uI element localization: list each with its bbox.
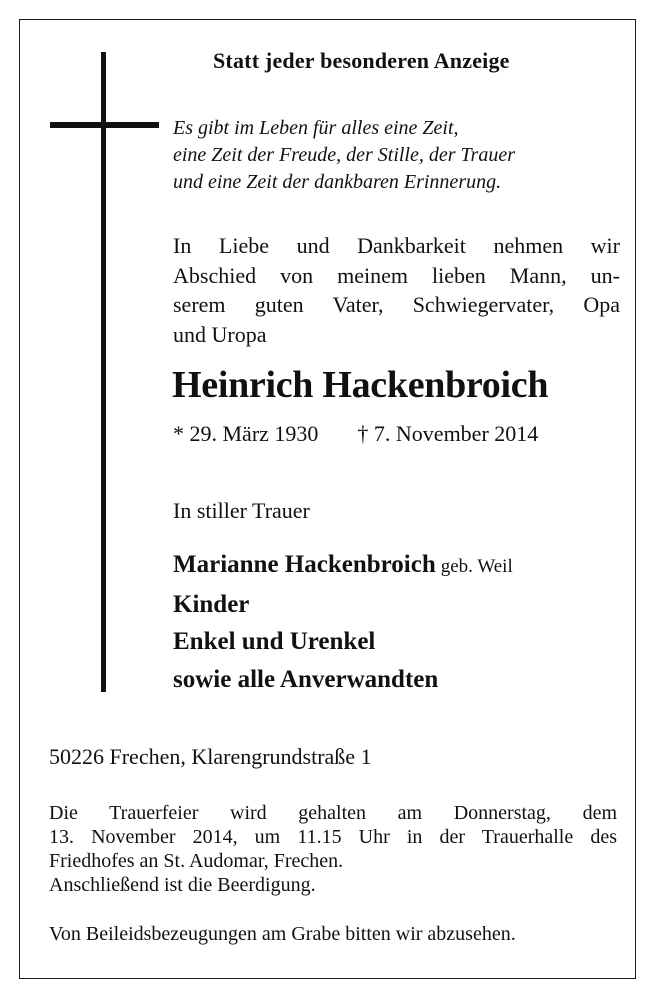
death-date: † 7. November 2014 — [357, 421, 539, 446]
intro-line: und Uropa — [173, 321, 267, 347]
service-line: 13. November 2014, um 11.15 Uhr in der Trauerhalle des — [49, 826, 617, 848]
family-list — [173, 546, 513, 698]
quote — [173, 115, 515, 196]
service-line: Anschließend ist die Beerdigung. — [49, 874, 316, 896]
cross-icon-horizontal-bar — [50, 122, 159, 128]
life-dates — [173, 421, 538, 447]
service-info — [49, 801, 617, 897]
intro-text — [173, 231, 620, 349]
closing-note: Von Beileidsbezeugungen am Grabe bitten wir abzusehen. — [49, 923, 516, 945]
quote-line: und eine Zeit der dankbaren Erinnerung. — [173, 171, 502, 193]
address: 50226 Frechen, Klarengrundstraße 1 — [49, 744, 372, 769]
notice-header: Statt jeder besonderen Anzeige — [213, 48, 510, 73]
cross-icon-vertical-bar — [101, 52, 106, 692]
family-line: sowie alle Anverwandten — [173, 665, 439, 693]
family-line: Enkel und Urenkel — [173, 628, 376, 655]
intro-line: serem guten Vater, Schwiegervater, Opa — [173, 292, 620, 317]
birth-date: * 29. März 1930 — [173, 421, 319, 446]
intro-line: Abschied von meinem lieben Mann, un- — [173, 262, 620, 288]
quote-line: eine Zeit der Freude, der Stille, der Trauer — [173, 144, 515, 166]
quote-line: Es gibt im Leben für alles eine Zeit, — [173, 117, 459, 139]
spouse-maiden-name: geb. Weil — [440, 556, 513, 577]
intro-line: In Liebe und Dankbarkeit nehmen wir — [173, 233, 620, 258]
deceased-name: Heinrich Hackenbroich — [172, 364, 549, 406]
family-line: Kinder — [173, 590, 250, 618]
spouse-name: Marianne Hackenbroich — [173, 551, 436, 578]
service-line: Die Trauerfeier wird gehalten am Donnerstag, dem — [49, 802, 617, 824]
family-spouse — [173, 546, 513, 586]
mourning-line: In stiller Trauer — [173, 498, 310, 523]
service-line: Friedhofes an St. Audomar, Frechen. — [49, 850, 344, 872]
